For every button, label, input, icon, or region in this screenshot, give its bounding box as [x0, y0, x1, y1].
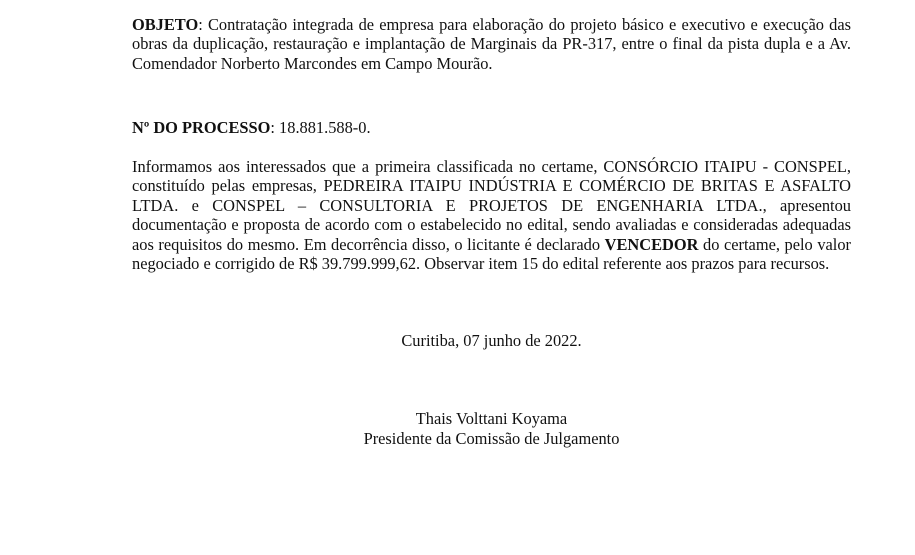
processo-label: Nº DO PROCESSO	[132, 118, 271, 137]
announcement-text-after: do certame, pelo valor negociado e corrigido de R$ 39.799.999,62. Observar item 15 do edital referente aos prazos para recursos.	[132, 234, 851, 274]
winner-label: VENCEDOR	[604, 234, 699, 254]
signatory-role: Presidente da Comissão de Julgamento	[363, 429, 620, 448]
announcement-paragraph	[132, 157, 851, 273]
announcement-text-before: Informamos aos interessados que a primeira classificada no certame, CONSÓRCIO ITAIPU - CONSPEL, constituído pelas empresas, PEDREIRA ITAIPU INDÚSTRIA E COMÉRCIO DE BRITAS E ASFALTO LTDA. e CONSPEL – CONSULTORIA E PROJETOS DE ENGENHARIA LTDA., apresentou documentação e proposta de acordo com o estabelecido no edital, sendo avaliadas e consideradas adequadas aos requisitos do mesmo. Em decorrência disso, o licitante é declarado	[132, 157, 851, 254]
date-line: Curitiba, 07 junho de 2022.	[401, 331, 582, 350]
processo-number: 18.881.588-0.	[279, 118, 371, 137]
processo-separator: :	[270, 118, 280, 137]
objeto-separator: :	[198, 15, 208, 34]
objeto-label: OBJETO	[132, 15, 199, 34]
signatory-name: Thais Volttani Koyama	[415, 409, 568, 428]
objeto-text: Contratação integrada de empresa para elaboração do projeto básico e executivo e execução das obras da duplicação, restauração e implantação de Marginais da PR-317, entre o final da pista dupla e a Av. Comendador Norberto Marcondes em Campo Mourão.	[132, 15, 851, 73]
processo-paragraph	[132, 118, 851, 137]
objeto-paragraph	[132, 15, 851, 73]
